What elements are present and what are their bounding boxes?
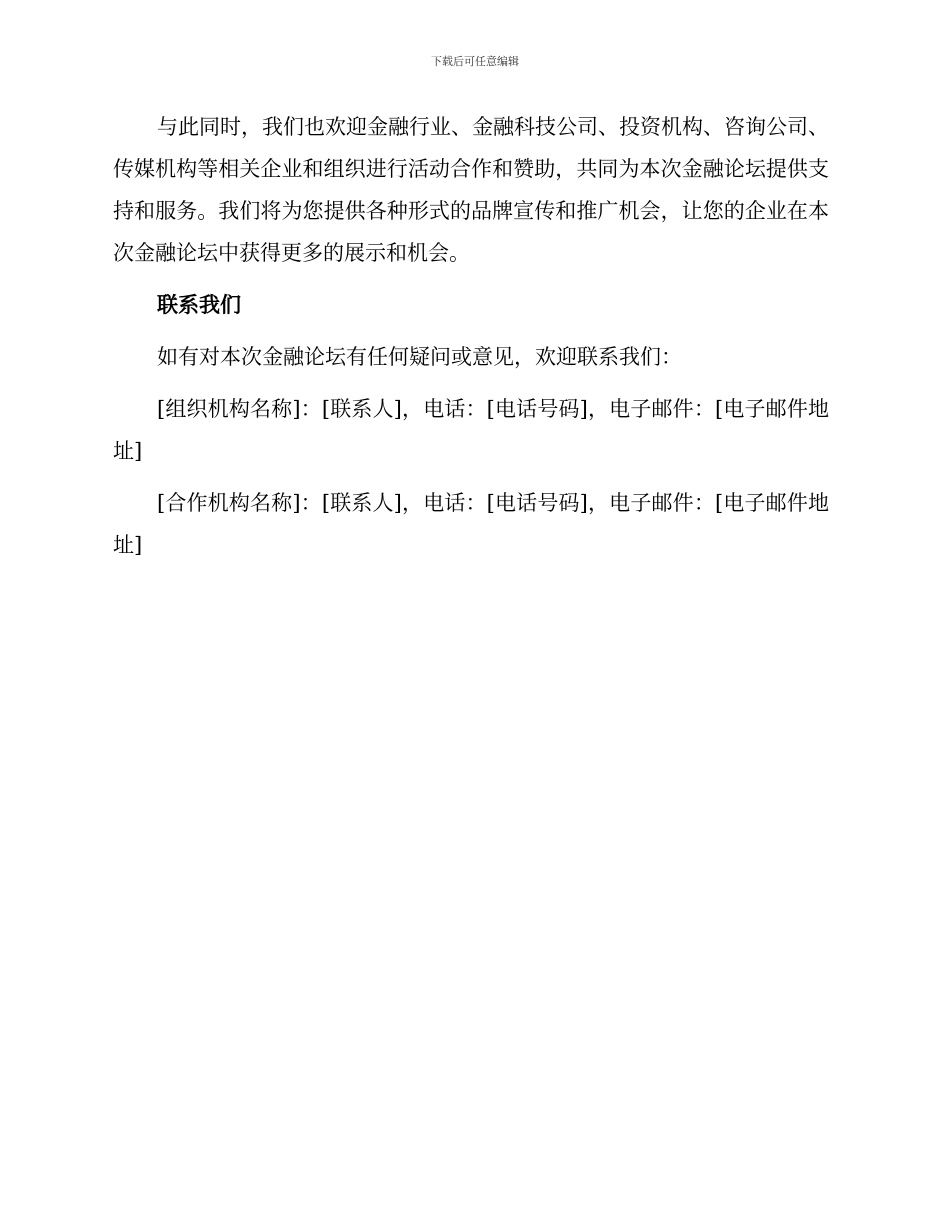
section-title-contact-us: 联系我们 [157, 293, 241, 317]
contact-line-partner: [合作机构名称]：[联系人]，电话：[电话号码]，电子邮件：[电子邮件地址] [113, 491, 829, 557]
contact-line-organization: [组织机构名称]：[联系人]，电话：[电话号码]，电子邮件：[电子邮件地址] [113, 397, 829, 463]
contact-intro-paragraph: 如有对本次金融论坛有任何疑问或意见，欢迎联系我们： [157, 345, 682, 369]
document-body [113, 106, 829, 566]
intro-paragraph: 与此同时，我们也欢迎金融行业、金融科技公司、投资机构、咨询公司、传媒机构等相关企业和组织进行活动合作和赞助，共同为本次金融论坛提供支持和服务。我们将为您提供各种形式的品牌宣传和推广机会，让您的企业在本次金融论坛中获得更多的展示和机会。 [113, 115, 829, 265]
page-header: 下载后可任意编辑 [431, 55, 519, 68]
